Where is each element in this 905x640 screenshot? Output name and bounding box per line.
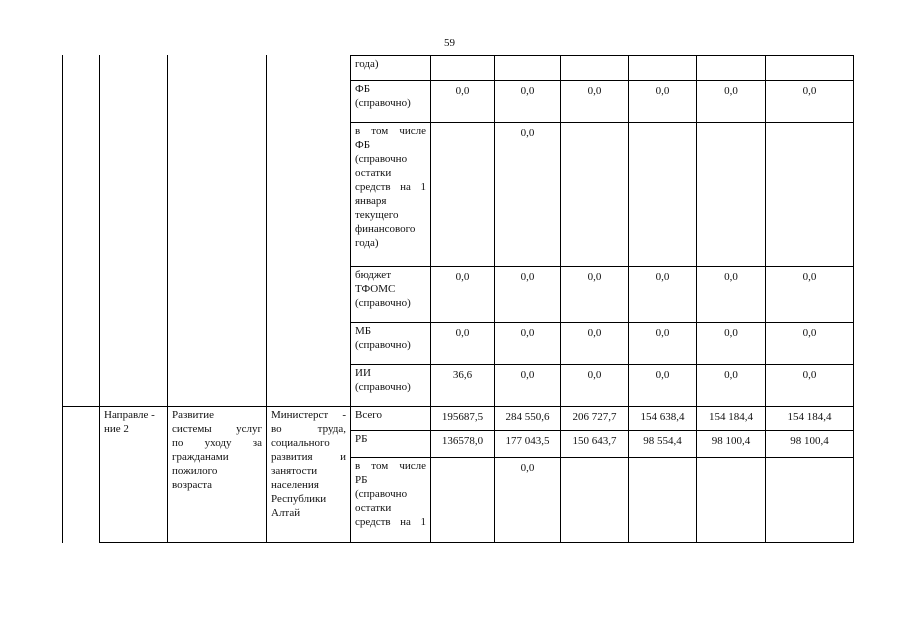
value-cell: 98 554,4 (643, 435, 682, 447)
value-cell (697, 123, 765, 266)
table-vline (853, 55, 854, 543)
row-label: в том числе РБ (справочно остатки средств на 1 (355, 460, 426, 528)
value-cell (561, 123, 628, 266)
table-vline (99, 55, 100, 543)
row-label: в том числе ФБ (справочно остатки средств на 1 января текущего финансового года) (355, 125, 426, 249)
row-label: года) (355, 58, 379, 70)
value-cell: 98 100,4 (711, 435, 751, 447)
value-cell: 0,0 (802, 327, 817, 339)
row-label: Всего (355, 409, 382, 421)
value-cell: 0,0 (655, 271, 670, 283)
value-cell (431, 56, 494, 80)
value-cell: 0,0 (455, 271, 470, 283)
value-cell: 98 100,4 (790, 435, 829, 447)
value-cell: 0,0 (802, 369, 817, 381)
value-cell: 177 043,5 (505, 435, 550, 447)
value-cell (697, 56, 765, 80)
value-cell (629, 123, 696, 266)
table-hline (99, 542, 854, 543)
value-cell: 0,0 (655, 327, 670, 339)
value-cell (561, 458, 628, 542)
value-cell: 0,0 (655, 85, 670, 97)
value-cell (697, 458, 765, 542)
row-label: ФБ (справочно) (355, 83, 411, 109)
value-cell: 136578,0 (441, 435, 484, 447)
value-cell: 0,0 (724, 85, 738, 97)
value-cell: 0,0 (724, 369, 738, 381)
value-cell: 154 184,4 (709, 411, 753, 423)
value-cell: 0,0 (520, 327, 535, 339)
value-cell: 0,0 (587, 271, 602, 283)
row-label: РБ (355, 433, 368, 445)
value-cell: 0,0 (587, 85, 602, 97)
value-cell: 0,0 (587, 369, 602, 381)
value-cell: 284 550,6 (505, 411, 550, 423)
row-label: ИИ (справочно) (355, 367, 411, 393)
value-cell (431, 123, 494, 266)
page-number: 59 (444, 37, 455, 49)
direction-executor: Министерст - во труда, социального развития и занятости населения Республики Алтай (271, 409, 346, 519)
value-cell: 0,0 (520, 127, 535, 139)
value-cell: 195687,5 (441, 411, 484, 423)
value-cell: 206 727,7 (572, 411, 617, 423)
value-cell: 0,0 (520, 462, 535, 474)
row-label: МБ (справочно) (355, 325, 411, 351)
value-cell: 0,0 (587, 327, 602, 339)
value-cell: 154 184,4 (787, 411, 832, 423)
row-label: бюджет ТФОМС (справочно) (355, 269, 411, 309)
value-cell: 0,0 (802, 271, 817, 283)
value-cell: 154 638,4 (640, 411, 685, 423)
value-cell: 0,0 (520, 369, 535, 381)
value-cell (431, 458, 494, 542)
value-cell (561, 56, 628, 80)
direction-name: Направле - ние 2 (104, 409, 155, 435)
value-cell (766, 458, 853, 542)
value-cell: 0,0 (520, 271, 535, 283)
value-cell (766, 56, 853, 80)
value-cell: 0,0 (655, 369, 670, 381)
value-cell (495, 56, 560, 80)
direction-title: Развитие системы услуг по уходу за гражданами пожилого возраста (172, 409, 262, 491)
value-cell: 150 643,7 (572, 435, 617, 447)
value-cell (629, 56, 696, 80)
value-cell: 0,0 (802, 85, 817, 97)
value-cell (766, 123, 853, 266)
value-cell: 0,0 (455, 85, 470, 97)
value-cell (629, 458, 696, 542)
value-cell: 0,0 (455, 327, 470, 339)
value-cell: 0,0 (520, 85, 535, 97)
value-cell: 36,6 (452, 369, 473, 381)
table-vline (62, 55, 63, 543)
value-cell: 0,0 (724, 271, 738, 283)
value-cell: 0,0 (724, 327, 738, 339)
